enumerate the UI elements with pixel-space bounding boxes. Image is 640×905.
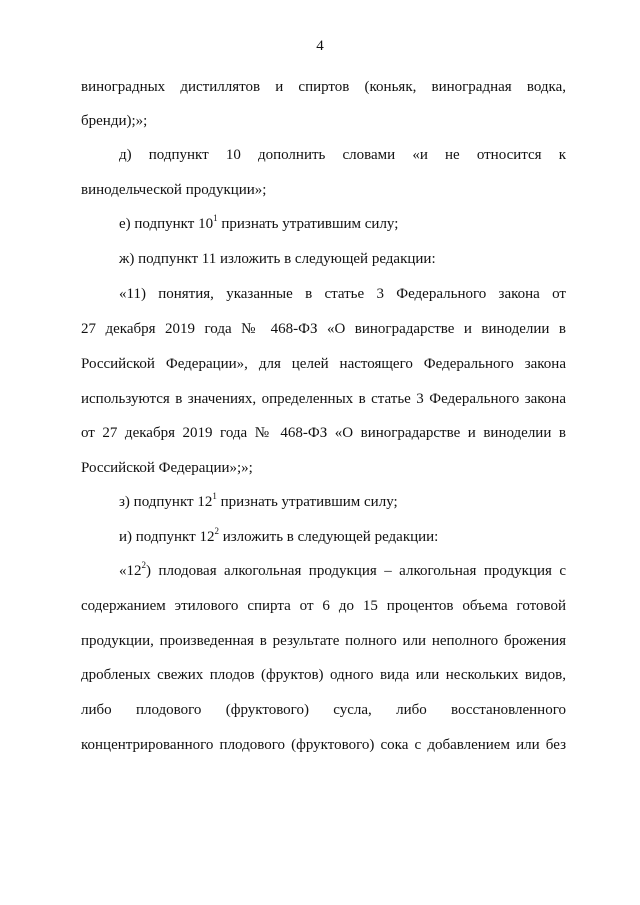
text-line: з) подпункт $12^1$ признать утратившим силу;: [119, 491, 398, 510]
text-line: от 27 декабря 2019 года № 468-ФЗ «О виноградарстве и виноделии в: [81, 425, 566, 441]
text-line: «$12^2$) плодовая алкогольная продукция – алкогольная продукция с: [119, 560, 566, 579]
superscript: 2: [214, 526, 219, 536]
superscript: 2: [141, 560, 146, 570]
text-line: е) подпункт $10^1$ признать утратившим силу;: [119, 213, 399, 232]
text-line: винодельческой продукции»;: [81, 182, 267, 198]
text-line: либо плодового (фруктового) сусла, либо восстановленного: [81, 702, 566, 718]
text-line: дробленых свежих плодов (фруктов) одного вида или нескольких видов,: [81, 667, 566, 683]
text-line: концентрированного плодового (фруктового) сока с добавлением или без: [81, 737, 566, 753]
text-line: бренди);»;: [81, 113, 148, 129]
text-line: Российской Федерации», для целей настоящего Федерального закона: [81, 356, 566, 372]
superscript: 1: [212, 491, 217, 501]
text-line: Российской Федерации»;»;: [81, 460, 253, 476]
page-number: 4: [316, 38, 324, 54]
text-line: продукции, произведенная в результате полного или неполного брожения: [81, 633, 566, 649]
text-line: используются в значениях, определенных в статье 3 Федерального закона: [81, 391, 566, 407]
text-line: д) подпункт 10 дополнить словами «и не относится к: [119, 147, 566, 163]
text-line: 27 декабря 2019 года № 468-ФЗ «О виноградарстве и виноделии в: [81, 321, 566, 337]
superscript: 1: [213, 213, 218, 223]
text-line: виноградных дистиллятов и спиртов (коньяк, виноградная водка,: [81, 79, 566, 95]
text-line: «11) понятия, указанные в статье 3 Федерального закона от: [119, 286, 566, 302]
text-line: и) подпункт $12^2$ изложить в следующей редакции:: [119, 526, 439, 545]
text-line: содержанием этилового спирта от 6 до 15 процентов объема готовой: [81, 598, 566, 614]
text-line: ж) подпункт 11 изложить в следующей редакции:: [119, 251, 436, 267]
